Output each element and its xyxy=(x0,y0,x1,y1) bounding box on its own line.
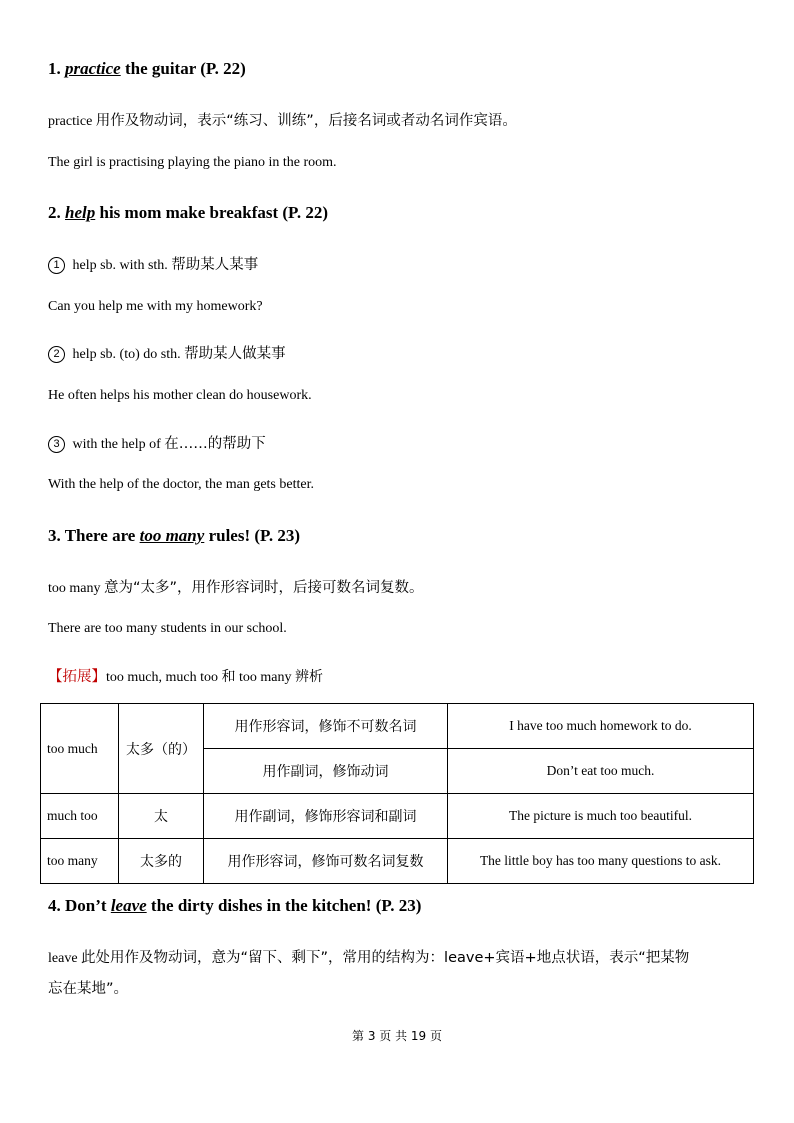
usage-item-3 xyxy=(48,432,266,453)
circled-number-2: 2 xyxy=(48,346,65,363)
section-1-heading xyxy=(48,59,246,79)
table-cell-usage: 用作副词，修饰动词 xyxy=(204,749,448,794)
table-cell-term: too much xyxy=(41,704,119,794)
usage-item-3-phrase: with the help of xyxy=(72,437,161,452)
section-1-keyword: practice xyxy=(65,59,121,78)
section-4-note xyxy=(48,946,689,967)
section-3-keyword: too many xyxy=(139,526,205,545)
section-1-note-text: 用作及物动词，表示“练习、训练”，后接名词或者动名词作宾语。 xyxy=(95,113,517,129)
usage-item-1-example: Can you help me with my homework? xyxy=(48,299,263,314)
comparison-table xyxy=(40,703,754,884)
section-3-title-rest: rules! (P. 23) xyxy=(208,526,301,545)
table-row xyxy=(41,704,754,749)
section-1-number: 1. xyxy=(48,59,61,78)
usage-item-1-phrase: help sb. with sth. xyxy=(72,258,168,273)
section-3-heading xyxy=(48,526,300,546)
usage-item-1 xyxy=(48,253,258,274)
section-1-note xyxy=(48,109,517,130)
usage-item-2-example: He often helps his mother clean do housework. xyxy=(48,388,312,403)
table-cell-example: The little boy has too many questions to ask. xyxy=(448,839,754,884)
table-cell-usage: 用作形容词，修饰可数名词复数 xyxy=(204,839,448,884)
extension-line xyxy=(48,665,323,686)
usage-item-2 xyxy=(48,342,286,363)
usage-item-1-meaning: 帮助某人某事 xyxy=(171,257,259,273)
extension-label: 【拓展】 xyxy=(48,669,106,685)
section-2-title-rest: his mom make breakfast (P. 22) xyxy=(99,203,329,222)
table-cell-meaning: 太多的 xyxy=(119,839,204,884)
table-cell-example: I have too much homework to do. xyxy=(448,704,754,749)
table-cell-example: Don’t eat too much. xyxy=(448,749,754,794)
table-row xyxy=(41,794,754,839)
usage-item-3-meaning: 在……的帮助下 xyxy=(164,436,266,452)
section-4-title-pre: 4. Don’t xyxy=(48,896,107,915)
section-4-note-continued: 忘在某地”。 xyxy=(48,981,129,997)
section-2-number: 2. xyxy=(48,203,61,222)
section-3-note-text: 意为“太多”，用作形容词时，后接可数名词复数。 xyxy=(104,580,424,596)
section-2-heading xyxy=(48,203,328,223)
table-row xyxy=(41,839,754,884)
section-4-heading xyxy=(48,896,421,916)
table-cell-usage: 用作形容词，修饰不可数名词 xyxy=(204,704,448,749)
section-4-note-term: leave xyxy=(48,951,78,966)
table-cell-example: The picture is much too beautiful. xyxy=(448,794,754,839)
extension-text: too much, much too 和 too many 辨析 xyxy=(106,670,323,685)
table-cell-term: too many xyxy=(41,839,119,884)
table-cell-term: much too xyxy=(41,794,119,839)
section-1-note-term: practice xyxy=(48,114,93,129)
section-4-title-rest: the dirty dishes in the kitchen! (P. 23) xyxy=(150,896,422,915)
section-2-keyword: help xyxy=(65,203,96,222)
usage-item-2-meaning: 帮助某人做某事 xyxy=(184,346,286,362)
circled-number-1: 1 xyxy=(48,257,65,274)
section-1-example: The girl is practising playing the piano in the room. xyxy=(48,155,337,170)
section-3-note-term: too many xyxy=(48,581,101,596)
circled-number-3: 3 xyxy=(48,436,65,453)
table-cell-meaning: 太 xyxy=(119,794,204,839)
usage-item-3-example: With the help of the doctor, the man gets better. xyxy=(48,477,314,492)
section-1-title-rest: the guitar (P. 22) xyxy=(124,59,246,78)
table-cell-meaning: 太多（的） xyxy=(119,704,204,794)
section-3-example: There are too many students in our school. xyxy=(48,621,287,636)
usage-item-2-phrase: help sb. (to) do sth. xyxy=(72,347,181,362)
table-cell-usage: 用作副词，修饰形容词和副词 xyxy=(204,794,448,839)
section-3-title-pre: 3. There are xyxy=(48,526,136,545)
section-4-note-text: 此处用作及物动词，意为“留下、剩下”，常用的结构为：leave+宾语+地点状语，表示“把某物 xyxy=(81,950,690,966)
page-footer: 第 3 页 共 19 页 xyxy=(352,1029,442,1043)
section-4-keyword: leave xyxy=(110,896,147,915)
section-3-note xyxy=(48,576,424,597)
